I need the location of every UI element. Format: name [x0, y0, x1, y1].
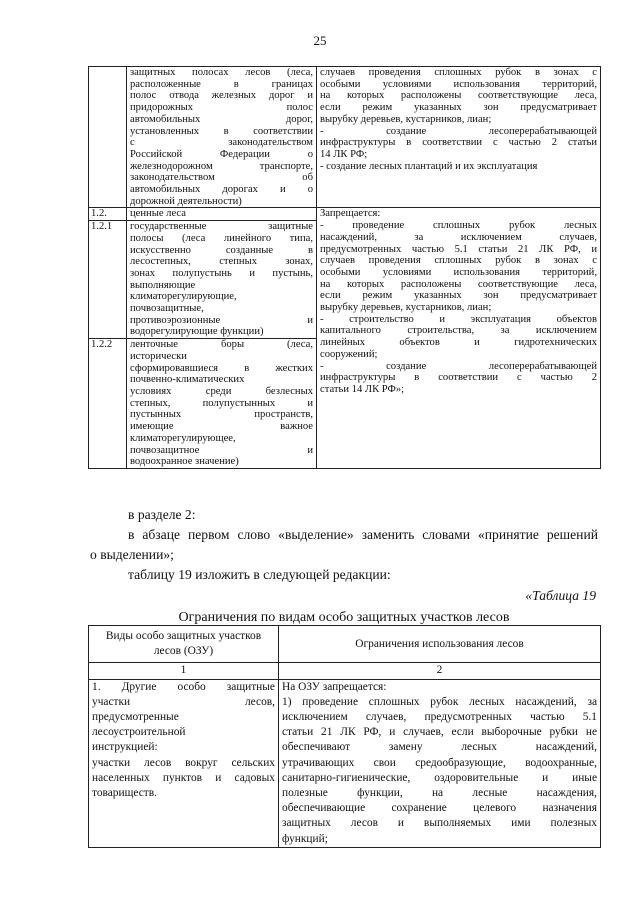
text-line: установленных в соответствии	[130, 125, 313, 137]
text-line: почвозащитные,	[130, 303, 204, 315]
text-line: лесостепных, степных зонах,	[130, 256, 313, 268]
text-line: особыми условиями использования территорий,	[320, 266, 597, 278]
text-line: условиях среди безлесных	[130, 385, 313, 397]
text-line: 14 ЛК РФ;	[320, 148, 368, 160]
text-line: государственные защитные	[130, 221, 313, 233]
text-line: имеющие важное	[130, 421, 313, 433]
text-line: случаев проведения сплошных рубок в зонах с	[320, 255, 597, 267]
text-line: пустынных пространств,	[130, 409, 313, 421]
left-cell	[127, 339, 317, 469]
text-line: 1) проведение сплошных рубок лесных насаждений, за	[282, 695, 597, 708]
text-line: выполняющие	[130, 279, 196, 291]
text-line: сооружений;	[320, 348, 378, 360]
text-line: полос отвода железных дорог и	[130, 90, 313, 102]
text-line: участки лесов,	[92, 695, 275, 708]
text-line: линейных объектов и гидротехнических	[320, 337, 597, 349]
text-line: насаждений, за исключением случаев,	[320, 231, 597, 243]
header-line: Виды особо защитных участков	[105, 630, 262, 642]
right-merged-cell	[317, 208, 601, 468]
text-line: - создание лесоперерабатывающей	[320, 125, 597, 137]
text-line: исключением случаев, предусмотренных частью 5.1	[282, 711, 597, 724]
text-line: полосы (леса линейного типа,	[130, 232, 313, 244]
text-line: почвозащитное и	[130, 444, 313, 456]
text-line: если режим указанных зон предусматривает	[320, 102, 597, 114]
header-line: лесов (ОЗУ)	[153, 645, 214, 658]
text-line: инструкцией:	[92, 741, 158, 754]
text-line: - строительство и эксплуатация объектов	[320, 313, 597, 325]
text-line: зонах полупустынь и пустынь,	[130, 267, 313, 279]
row-number-cell: 1.2.1	[89, 221, 127, 339]
text-line: водоохранное значение)	[130, 456, 239, 468]
text-line: лесоустроительной	[92, 726, 186, 739]
restrictions-table-continued	[88, 66, 601, 469]
right-cell	[317, 67, 601, 208]
header-left-cell	[89, 626, 279, 663]
text-line: участки лесов вокруг сельских	[92, 756, 275, 769]
row-number-cell: 1.2.2	[89, 339, 127, 469]
left-cell	[127, 221, 317, 339]
page-number: 25	[313, 33, 327, 48]
text-line: климаторегулирующее,	[130, 432, 236, 444]
col-number-right: 2	[279, 663, 601, 679]
text-line: санитарно-гигиенические, оздоровительные и иные	[282, 771, 597, 784]
text-line: степных, полупустынных и	[130, 397, 313, 409]
text-line: полезные функции, на лесные насаждения,	[282, 787, 597, 800]
text-line: если режим указанных зон предусматривает	[320, 290, 597, 302]
text-line: населенных пунктов и садовых	[92, 771, 275, 784]
text-line: обеспечивающие сохранение целевого назначения	[282, 802, 597, 815]
text-line: обеспечивают замену лесных насаждений,	[282, 741, 597, 754]
text-line: утрачивающих свои средообразующие, водоохранные,	[282, 756, 597, 769]
text-line: особыми условиями использования территорий,	[320, 78, 597, 90]
row-number-cell: 1.2.	[89, 208, 127, 221]
text-line: противоэрозионные и	[130, 314, 313, 326]
text-line: товариществ.	[92, 787, 157, 800]
text-line: климаторегулирующие,	[130, 291, 237, 303]
paragraph-replace-line2: о выделении»;	[90, 547, 174, 562]
text-line: водорегулирующие функции)	[130, 326, 264, 338]
text-line: автомобильных дорогах и о	[130, 184, 313, 196]
text-line: инфраструктуры в соответствии с частью 2	[320, 372, 597, 384]
column-number-row	[89, 663, 601, 679]
table-row	[89, 679, 601, 847]
text-line: искусственно созданные в	[130, 244, 313, 256]
text-line: расположенные в границах	[130, 78, 313, 90]
text-line: на которых расположены соответствующие леса,	[320, 278, 597, 290]
text-line: автомобильных дорог,	[130, 113, 313, 125]
text-line: Российской Федерации о	[130, 148, 313, 160]
table-header-row	[89, 626, 601, 663]
text-line: дорожной деятельности)	[130, 195, 242, 207]
text-line: капитального строительства, за исключением	[320, 325, 597, 337]
text-line: функций;	[282, 832, 328, 845]
text-line: На ОЗУ запрещается:	[282, 680, 387, 693]
text-line: инфраструктуры в соответствии с частью 2 статьи	[320, 137, 597, 149]
table-title: Ограничения по видам особо защитных участков лесов	[178, 610, 510, 625]
left-cell	[89, 679, 279, 847]
row-number-cell	[89, 67, 127, 208]
text-line: на которых расположены соответствующие леса,	[320, 90, 597, 102]
text-line: с законодательством	[130, 137, 313, 149]
text-line: железнодорожном транспорте,	[130, 160, 313, 172]
text-line: придорожных полос	[130, 102, 313, 114]
left-cell	[127, 67, 317, 208]
text-line: ленточные боры (леса,	[130, 339, 313, 351]
ozu-restrictions-table	[88, 625, 601, 848]
text-line: Запрещается:	[320, 208, 381, 220]
text-line: статьи 14 ЛК РФ»;	[320, 383, 405, 395]
table-row	[89, 208, 601, 221]
text-line: вырубку деревьев, кустарников, лиан;	[320, 113, 492, 125]
text-line: защитных полосах лесов (леса,	[130, 67, 313, 78]
paragraph-section-2: в разделе 2:	[128, 507, 196, 522]
text-line: защитных лесов и выполняемых ими полезных	[282, 817, 597, 830]
right-cell	[279, 679, 601, 847]
text-line: законодательством об	[130, 172, 313, 184]
text-line: - проведение сплошных рубок лесных	[320, 220, 597, 232]
text-line: вырубку деревьев, кустарников, лиан;	[320, 302, 492, 314]
paragraph-replace-line1: в абзаце первом слово «выделение» заменить словами «принятие решений	[128, 527, 598, 542]
paragraph-table19: таблицу 19 изложить в следующей редакции:	[128, 567, 391, 582]
text-line: почвенно-климатических	[130, 374, 245, 386]
left-cell: ценные леса	[127, 208, 317, 221]
col-number-left: 1	[89, 663, 279, 679]
text-line: предусмотренные	[92, 711, 179, 724]
text-line: сформировавшиеся в жестких	[130, 362, 313, 374]
text-line: статьи 21 ЛК РФ, и случаев, если выборочные рубки не	[282, 726, 597, 739]
table-label: «Таблица 19	[525, 588, 596, 603]
text-line: предусмотренных частью 5.1 статьи 21 ЛК РФ, и	[320, 243, 597, 255]
table-row	[89, 67, 601, 208]
text-line: случаев проведения сплошных рубок в зонах с	[320, 67, 597, 78]
text-line: - создание лесных плантаций и их эксплуатация	[320, 160, 538, 172]
header-right-cell: Ограничения использования лесов	[279, 626, 601, 663]
text-line: исторически	[130, 350, 187, 362]
text-line: - создание лесоперерабатывающей	[320, 360, 597, 372]
text-line: 1. Другие особо защитные	[92, 680, 275, 693]
